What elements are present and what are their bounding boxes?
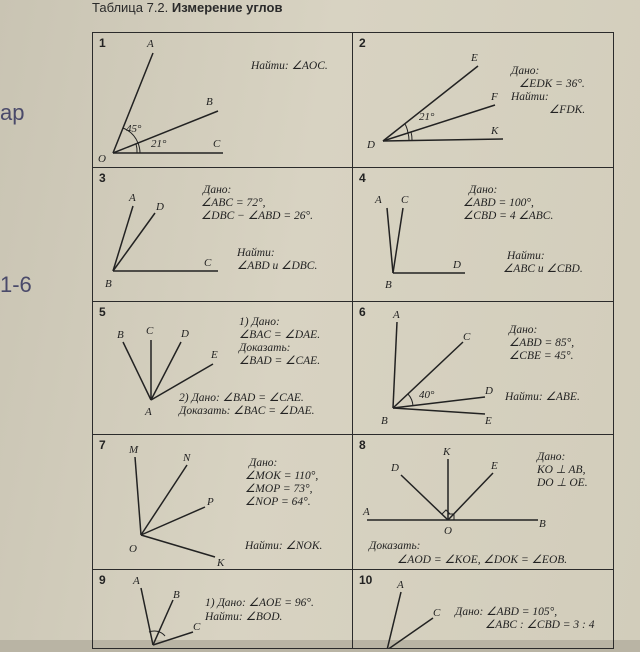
label-A: A <box>129 192 136 204</box>
label-B: B <box>173 589 180 601</box>
text-line: Найти: ∠AOC. <box>251 60 328 72</box>
label-E: E <box>491 460 498 472</box>
title-prefix: Таблица 7.2. <box>92 0 169 15</box>
text-line: ∠ABD = 100°, <box>463 197 534 209</box>
title-bold: Измерение углов <box>171 0 283 15</box>
label-K: K <box>491 125 499 137</box>
exercise-number: 1 <box>99 36 106 50</box>
label-C: C <box>146 325 154 337</box>
angle-label-21: 21° <box>151 138 167 150</box>
text-line: Дано: ∠ABD = 105°, <box>455 606 558 618</box>
table-title <box>92 0 282 15</box>
label-A: A <box>147 38 154 50</box>
figure-6 <box>353 302 614 435</box>
text-line: ∠BAC = ∠DAE. <box>239 329 321 341</box>
text-line: ∠ABC = 72°, <box>201 197 266 209</box>
label-A: A <box>363 506 370 518</box>
text-line: ∠ABD и ∠DBC. <box>237 260 318 272</box>
label-A: A <box>393 309 400 321</box>
label-A: A <box>145 406 152 418</box>
label-C: C <box>463 331 471 343</box>
text-line: Доказать: ∠BAC = ∠DAE. <box>179 405 315 417</box>
label-B: B <box>539 518 546 530</box>
text-line: ∠FDK. <box>549 104 586 116</box>
margin-note-1: ар <box>0 100 25 125</box>
text-line: Дано: <box>509 324 538 336</box>
text-line: Доказать: <box>369 540 421 552</box>
exercise-number: 6 <box>359 305 366 319</box>
text-line: Доказать: <box>239 342 291 354</box>
text-line: ∠CBE = 45°. <box>509 350 574 362</box>
label-C: C <box>204 257 212 269</box>
label-B: B <box>381 415 388 427</box>
label-O: O <box>98 153 106 165</box>
label-N: N <box>183 452 191 464</box>
text-line: Найти: <box>511 91 549 103</box>
text-line: ∠EDK = 36°. <box>519 78 585 90</box>
exercise-cell-10 <box>352 569 614 649</box>
text-line: Найти: ∠NOK. <box>245 540 323 552</box>
label-A: A <box>133 575 140 587</box>
label-B: B <box>206 96 213 108</box>
exercise-number: 7 <box>99 438 106 452</box>
label-F: F <box>491 91 498 103</box>
label-P: P <box>207 496 214 508</box>
label-E: E <box>211 349 218 361</box>
text-line: 1) Дано: <box>239 316 280 328</box>
exercise-number: 2 <box>359 36 366 50</box>
exercise-cell-1 <box>92 32 353 168</box>
label-E: E <box>485 415 492 427</box>
text-line: Дано: <box>537 451 566 463</box>
label-B: B <box>117 329 124 341</box>
exercise-cell-6 <box>352 301 614 435</box>
label-A: A <box>397 579 404 591</box>
figure-1 <box>93 33 353 168</box>
exercise-number: 3 <box>99 171 106 185</box>
exercise-number: 8 <box>359 438 366 452</box>
text-line: 2) Дано: ∠BAD = ∠CAE. <box>179 392 304 404</box>
label-C: C <box>193 621 201 633</box>
text-line: ∠BAD = ∠CAE. <box>239 355 321 367</box>
exercise-number: 10 <box>359 573 373 587</box>
text-line: Дано: <box>203 184 232 196</box>
exercise-cell-5 <box>92 301 353 435</box>
text-line: DO ⊥ OE. <box>537 477 588 489</box>
label-C: C <box>401 194 409 206</box>
text-line: KO ⊥ AB, <box>537 464 586 476</box>
text-line: Найти: <box>507 250 545 262</box>
label-B: B <box>385 279 392 291</box>
exercise-number: 4 <box>359 171 366 185</box>
text-line: ∠ABD = 85°, <box>509 337 575 349</box>
exercise-cell-7 <box>92 434 353 570</box>
text-line: ∠NOP = 64°. <box>245 496 311 508</box>
text-line: ∠DBC − ∠ABD = 26°. <box>201 210 313 222</box>
text-line: Найти: <box>237 247 275 259</box>
label-O: O <box>129 543 137 555</box>
text-line: Найти: ∠BOD. <box>205 611 283 623</box>
label-D: D <box>485 385 493 397</box>
label-D: D <box>181 328 189 340</box>
text-line: ∠CBD = 4 ∠ABC. <box>463 210 554 222</box>
text-line: ∠MOK = 110°, <box>245 470 319 482</box>
text-line: Дано: <box>249 457 278 469</box>
exercise-cell-9 <box>92 569 353 649</box>
text-line: ∠ABC и ∠CBD. <box>503 263 583 275</box>
label-D: D <box>367 139 375 151</box>
label-C: C <box>433 607 441 619</box>
text-line: ∠ABC : ∠CBD = 3 : 4 <box>485 619 595 631</box>
exercise-cell-3 <box>92 167 353 302</box>
exercise-number: 9 <box>99 573 106 587</box>
text-line: ∠MOP = 73°, <box>245 483 313 495</box>
text-line: 1) Дано: ∠AOE = 96°. <box>205 597 314 609</box>
exercise-cell-8 <box>352 434 614 570</box>
label-E: E <box>471 52 478 64</box>
label-D: D <box>156 201 164 213</box>
text-line: Дано: <box>469 184 498 196</box>
angle-label-21: 21° <box>419 111 435 123</box>
label-O: O <box>444 525 452 537</box>
exercise-cell-2 <box>352 32 614 168</box>
label-C: C <box>213 138 221 150</box>
label-M: M <box>129 444 139 456</box>
text-line: ∠AOD = ∠KOE, ∠DOK = ∠EOB. <box>397 554 568 566</box>
label-D: D <box>453 259 461 271</box>
exercise-number: 5 <box>99 305 106 319</box>
label-K: K <box>217 557 225 569</box>
label-D: D <box>391 462 399 474</box>
exercise-cell-4 <box>352 167 614 302</box>
label-B: B <box>105 278 112 290</box>
angle-label-40: 40° <box>419 389 435 401</box>
margin-note-2: 1-6 <box>0 272 32 297</box>
label-A: A <box>375 194 382 206</box>
text-line: Дано: <box>511 65 540 77</box>
text-line: Найти: ∠ABE. <box>505 391 580 403</box>
exercise-grid <box>92 32 614 652</box>
angle-label-45: 45° <box>126 123 142 135</box>
label-K: K <box>443 446 451 458</box>
